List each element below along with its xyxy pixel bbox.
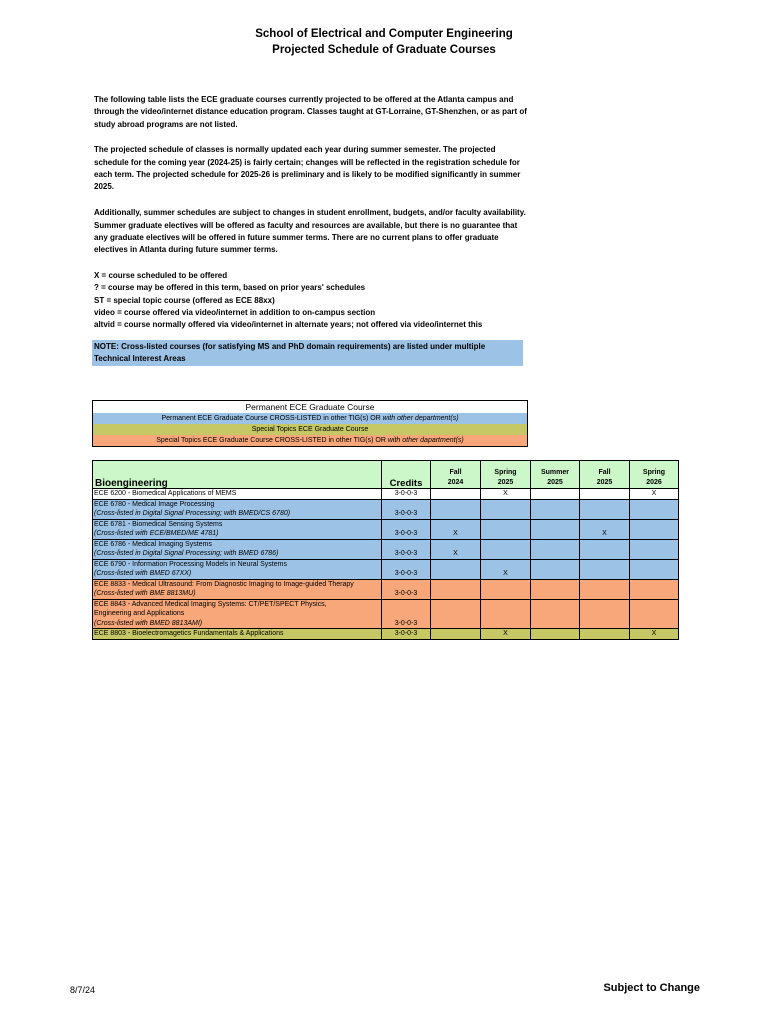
cross-listing-info: (Cross-listed with ECE/BMED/ME 4781) bbox=[94, 530, 219, 537]
credits-cell: 3-0-0-3 bbox=[382, 599, 431, 629]
intro-paragraph-1: The following table lists the ECE graduate courses currently projected to be offered at the Atlanta campus and through the video/internet distance education program. Classes taught at GT-Lorraine, GT-Shenzhen, or as part of study abroad programs are not listed. bbox=[94, 95, 527, 129]
symbol-legend bbox=[94, 270, 530, 331]
document-title bbox=[0, 26, 768, 58]
table-row bbox=[93, 579, 679, 599]
term-offering-cell bbox=[630, 539, 679, 559]
term-offering-cell bbox=[431, 559, 481, 579]
credits-cell: 3-0-0-3 bbox=[382, 499, 431, 519]
table-row bbox=[93, 499, 679, 519]
term-header: Spring 2026 bbox=[630, 461, 679, 489]
term-offering-cell bbox=[431, 629, 481, 640]
tig-title: Bioengineering bbox=[93, 461, 382, 489]
title-line-1: School of Electrical and Computer Engineering bbox=[255, 28, 513, 40]
course-cell bbox=[93, 559, 382, 579]
term-offering-cell bbox=[431, 489, 481, 500]
course-name: ECE 8843 - Advanced Medical Imaging Systems: CT/PET/SPECT Physics, bbox=[94, 600, 327, 608]
term-offering-cell bbox=[531, 559, 580, 579]
course-schedule-table bbox=[92, 460, 679, 640]
term-offering-cell bbox=[531, 579, 580, 599]
cross-listing-info: (Cross-listed with BMED 67XX) bbox=[94, 570, 192, 577]
legend-line: ST = special topic course (offered as ECE 88xx) bbox=[94, 295, 275, 305]
legend-line: X = course scheduled to be offered bbox=[94, 271, 228, 281]
course-cell bbox=[93, 579, 382, 599]
key-special-topics-crosslisted: Special Topics ECE Graduate Course CROSS-LISTED in other TIG(s) OR with other dapartment(s) bbox=[93, 435, 527, 446]
term-offering-cell bbox=[580, 499, 630, 519]
term-offering-cell bbox=[580, 489, 630, 500]
term-header: Summer 2025 bbox=[531, 461, 580, 489]
term-offering-cell bbox=[580, 559, 630, 579]
credits-cell: 3-0-0-3 bbox=[382, 559, 431, 579]
term-offering-cell bbox=[481, 539, 531, 559]
course-name: Engineering and Applications bbox=[94, 610, 185, 617]
term-header: Fall 2025 bbox=[580, 461, 630, 489]
course-name: ECE 6781 - Biomedical Sensing Systems bbox=[94, 520, 223, 528]
term-offering-cell bbox=[481, 499, 531, 519]
term-offering-cell bbox=[481, 599, 531, 629]
key-permanent: Permanent ECE Graduate Course bbox=[93, 401, 527, 413]
course-cell bbox=[93, 499, 382, 519]
term-offering-cell: X bbox=[481, 629, 531, 640]
term-offering-cell: X bbox=[580, 519, 630, 539]
term-offering-cell bbox=[531, 489, 580, 500]
credits-cell: 3-0-0-3 bbox=[382, 519, 431, 539]
term-offering-cell bbox=[630, 499, 679, 519]
cross-listing-info: (Cross-listed in Digital Signal Processing; with BMED/CS 6780) bbox=[94, 510, 291, 517]
intro-paragraph-3: Additionally, summer schedules are subject to changes in student enrollment, budgets, and/or faculty availability. Summer graduate electives will be offered as faculty and resources are available, but there is no guarantee that any graduate electives will be offered in future summer terms. There are no current plans to offer graduate electives in Atlanta during future summer terms. bbox=[94, 208, 526, 255]
course-name: ECE 6200 - Biomedical Applications of MEMS bbox=[94, 490, 237, 497]
term-offering-cell bbox=[630, 599, 679, 629]
cross-listing-info: (Cross-listed with BMED 8813AMI) bbox=[94, 619, 203, 627]
term-offering-cell: X bbox=[481, 489, 531, 500]
course-name: ECE 6780 - Medical Image Processing bbox=[94, 500, 215, 508]
term-offering-cell bbox=[431, 599, 481, 629]
term-offering-cell: X bbox=[630, 629, 679, 640]
term-offering-cell bbox=[580, 539, 630, 559]
intro-text bbox=[94, 94, 530, 332]
course-cell bbox=[93, 539, 382, 559]
course-cell bbox=[93, 599, 382, 629]
course-name: ECE 6786 - Medical Imaging Systems bbox=[94, 540, 212, 548]
course-name: ECE 8803 - Bioelectromagetics Fundamentals & Applications bbox=[94, 630, 284, 637]
credits-cell: 3-0-0-3 bbox=[382, 489, 431, 500]
credits-cell: 3-0-0-3 bbox=[382, 629, 431, 640]
key-special-topics: Special Topics ECE Graduate Course bbox=[93, 424, 527, 435]
term-offering-cell bbox=[531, 599, 580, 629]
cross-listing-info: (Cross-listed with BME 8813MU) bbox=[94, 590, 196, 597]
footer-date: 8/7/24 bbox=[70, 985, 96, 995]
cross-listing-note: NOTE: Cross-listed courses (for satisfying MS and PhD domain requirements) are listed under multiple Technical Interest Areas bbox=[92, 340, 523, 366]
term-header: Fall 2024 bbox=[431, 461, 481, 489]
table-row bbox=[93, 629, 679, 640]
key-crosslisted: Permanent ECE Graduate Course CROSS-LISTED in other TIG(s) OR with other department(s) bbox=[93, 413, 527, 424]
table-row bbox=[93, 489, 679, 500]
term-offering-cell bbox=[580, 579, 630, 599]
table-header-row bbox=[93, 461, 679, 489]
color-key bbox=[92, 400, 528, 447]
table-row bbox=[93, 599, 679, 629]
title-line-2: Projected Schedule of Graduate Courses bbox=[272, 44, 496, 56]
course-name: ECE 6790 - Information Processing Models in Neural Systems bbox=[94, 560, 287, 568]
term-offering-cell bbox=[481, 519, 531, 539]
footer-note: Subject to Change bbox=[603, 982, 700, 994]
table-row bbox=[93, 519, 679, 539]
term-offering-cell bbox=[630, 519, 679, 539]
legend-line: ? = course may be offered in this term, based on prior years' schedules bbox=[94, 283, 366, 293]
term-offering-cell bbox=[531, 519, 580, 539]
term-offering-cell: X bbox=[630, 489, 679, 500]
term-header: Spring 2025 bbox=[481, 461, 531, 489]
term-offering-cell bbox=[481, 579, 531, 599]
course-cell bbox=[93, 519, 382, 539]
term-offering-cell bbox=[580, 629, 630, 640]
term-offering-cell bbox=[630, 579, 679, 599]
course-cell bbox=[93, 629, 382, 640]
term-offering-cell bbox=[630, 559, 679, 579]
course-name: ECE 8833 - Medical Ultrasound: From Diagnostic Imaging to Image-guided Therapy bbox=[94, 580, 354, 588]
term-offering-cell: X bbox=[431, 539, 481, 559]
intro-paragraph-2: The projected schedule of classes is normally updated each year during summer semester. The projected schedule for the coming year (2024-25) is fairly certain; changes will be reflected in the registration schedule for each term. The projected schedule for 2025-26 is preliminary and is likely to be modified significantly in summer 2025. bbox=[94, 145, 521, 192]
term-offering-cell bbox=[531, 539, 580, 559]
course-cell bbox=[93, 489, 382, 500]
credits-cell: 3-0-0-3 bbox=[382, 579, 431, 599]
legend-line: altvid = course normally offered via video/internet in alternate years; not offered via video/internet this bbox=[94, 320, 483, 330]
term-offering-cell bbox=[431, 499, 481, 519]
term-offering-cell bbox=[580, 599, 630, 629]
table-row bbox=[93, 559, 679, 579]
term-offering-cell: X bbox=[481, 559, 531, 579]
term-offering-cell bbox=[431, 579, 481, 599]
legend-line: video = course offered via video/internet in addition to on-campus section bbox=[94, 307, 376, 317]
term-offering-cell bbox=[531, 629, 580, 640]
table-row bbox=[93, 539, 679, 559]
term-offering-cell bbox=[531, 499, 580, 519]
credits-header: Credits bbox=[382, 461, 431, 489]
cross-listing-info: (Cross-listed in Digital Signal Processing; with BMED 6786) bbox=[94, 550, 279, 557]
credits-cell: 3-0-0-3 bbox=[382, 539, 431, 559]
term-offering-cell: X bbox=[431, 519, 481, 539]
